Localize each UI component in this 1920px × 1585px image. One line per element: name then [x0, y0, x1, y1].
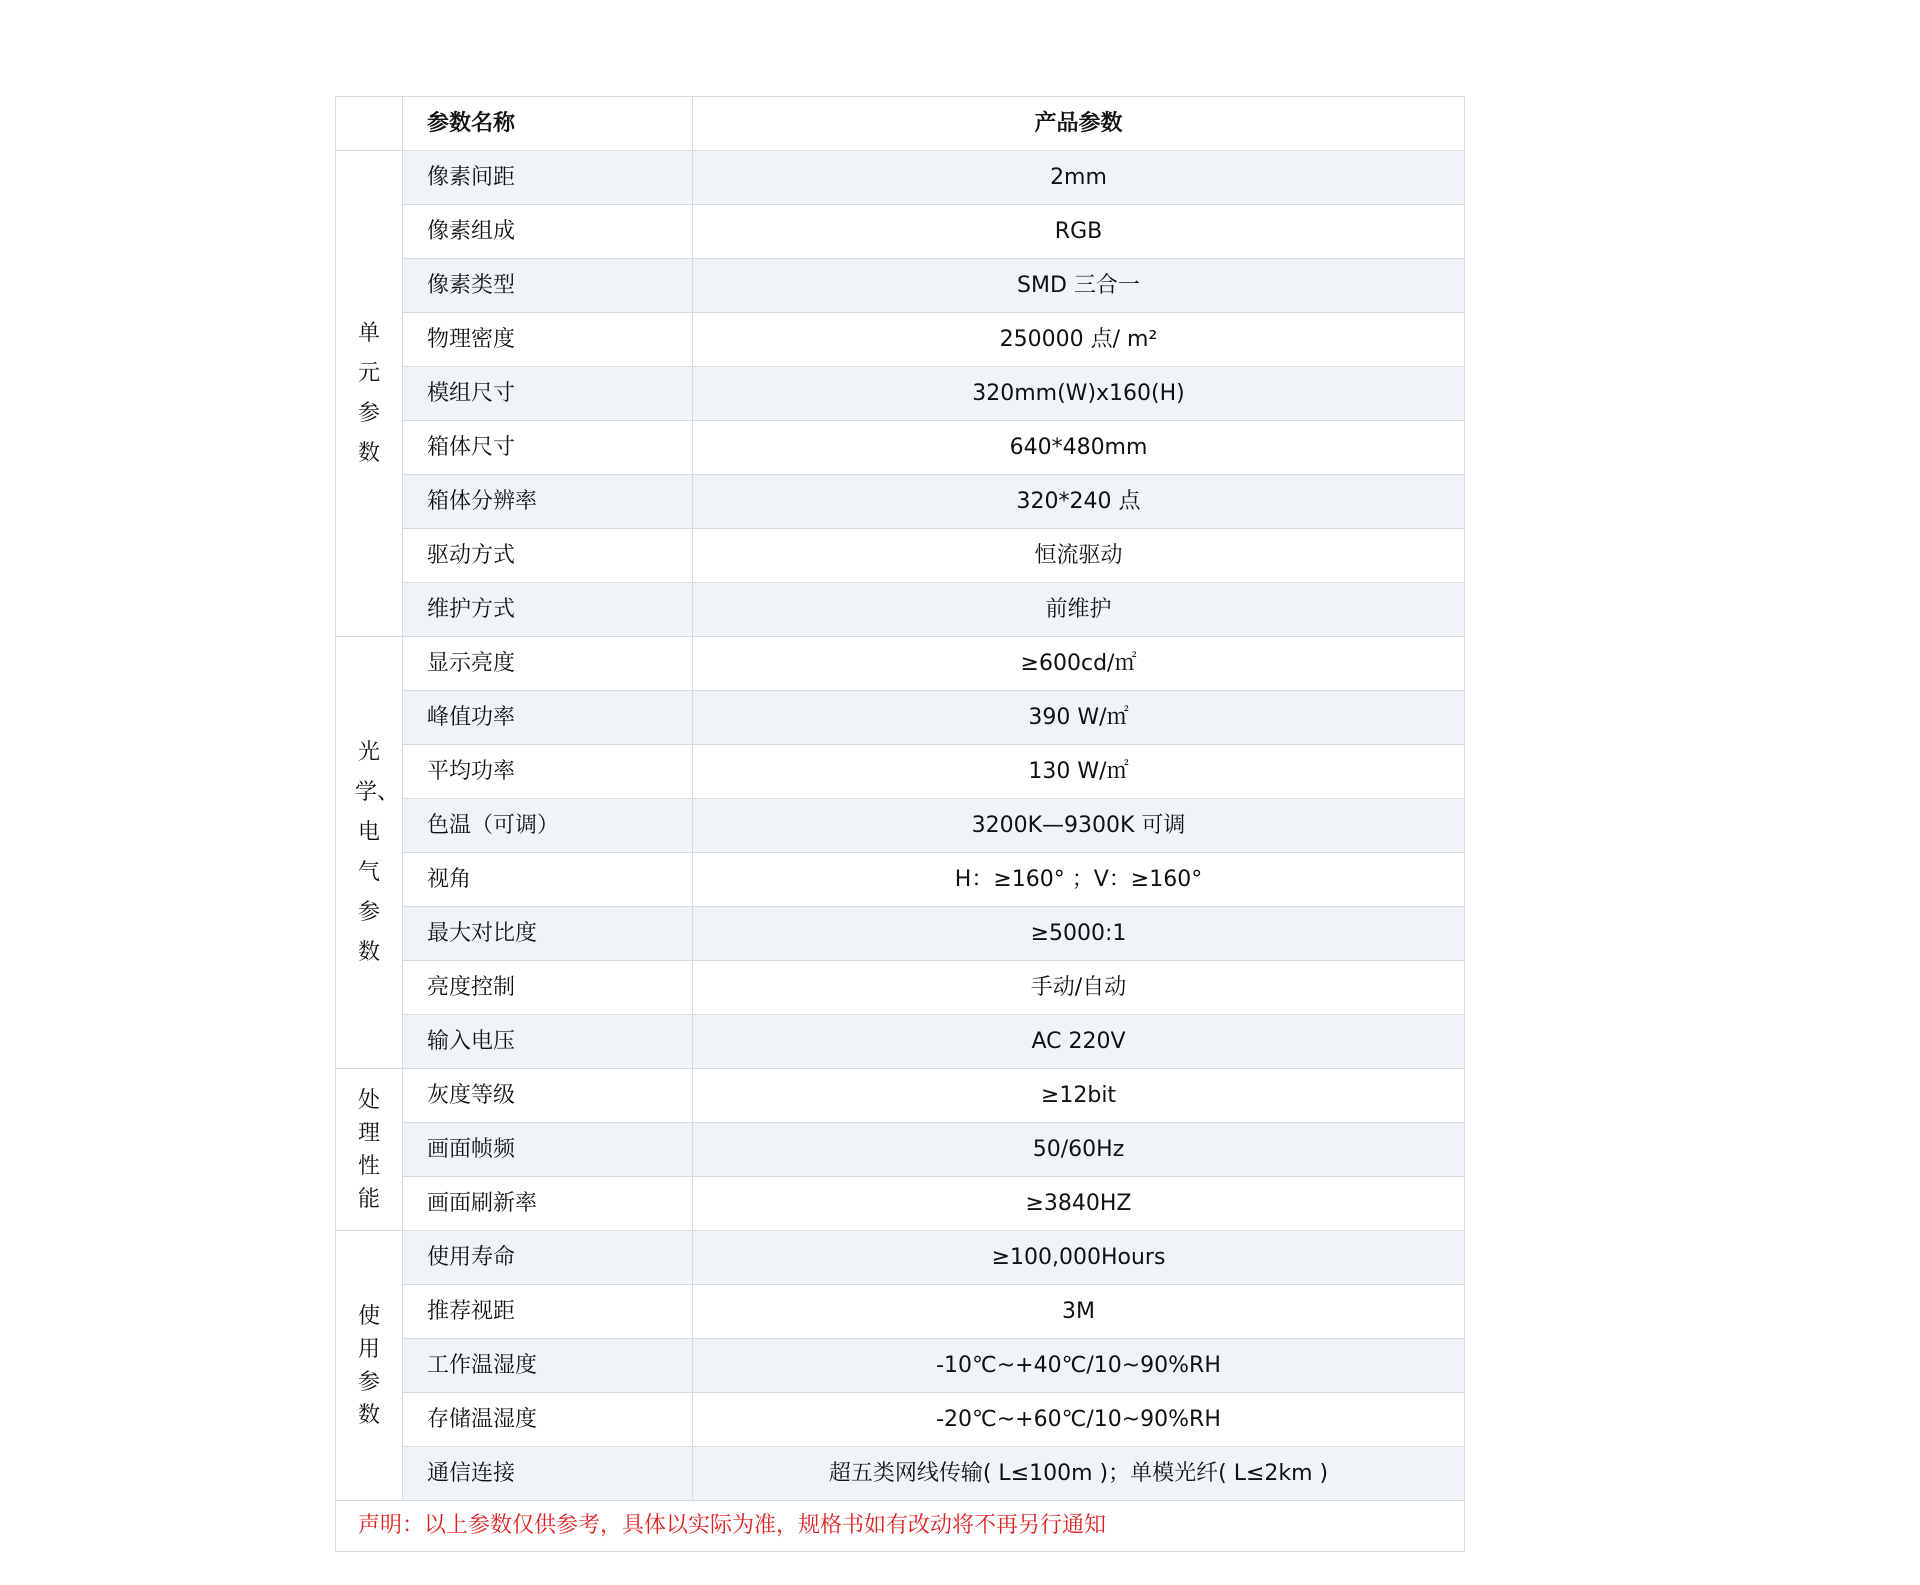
table-row [336, 151, 1465, 205]
param-name-cell: 显示亮度 [403, 637, 693, 691]
param-value-cell: ≥600cd/㎡ [693, 637, 1465, 691]
spec-table-body [336, 97, 1465, 1552]
param-name-cell: 箱体尺寸 [403, 421, 693, 475]
param-name-cell: 灰度等级 [403, 1069, 693, 1123]
section-category-label: 处理性能 [357, 1087, 380, 1212]
param-value-cell: 320mm(W)x160(H) [693, 367, 1465, 421]
param-value-cell: -20℃~+60℃/10~90%RH [693, 1393, 1465, 1447]
header-product-param: 产品参数 [693, 97, 1465, 151]
param-name-cell: 画面刷新率 [403, 1177, 693, 1231]
table-header-row [336, 97, 1465, 151]
table-row [336, 1339, 1465, 1393]
param-name-cell: 箱体分辨率 [403, 475, 693, 529]
param-name-cell: 推荐视距 [403, 1285, 693, 1339]
param-value-cell: AC 220V [693, 1015, 1465, 1069]
section-category-cell [336, 1231, 403, 1501]
table-row [336, 475, 1465, 529]
param-name-cell: 存储温湿度 [403, 1393, 693, 1447]
section-category-cell [336, 637, 403, 1069]
param-value-cell: SMD 三合一 [693, 259, 1465, 313]
spec-sheet [335, 96, 1465, 1552]
param-name-cell: 使用寿命 [403, 1231, 693, 1285]
param-value-cell: 250000 点/ m² [693, 313, 1465, 367]
table-row [336, 205, 1465, 259]
param-value-cell: 3M [693, 1285, 1465, 1339]
table-row [336, 583, 1465, 637]
section-category-label: 光学、电气参数 [355, 739, 400, 965]
param-name-cell: 亮度控制 [403, 961, 693, 1015]
section-category-label: 单元参数 [357, 320, 380, 466]
section-category-cell [336, 1069, 403, 1231]
table-row [336, 961, 1465, 1015]
header-param-name: 参数名称 [403, 97, 693, 151]
param-value-cell: 超五类网线传输( L≤100m )；单模光纤( L≤2km ) [693, 1447, 1465, 1501]
param-name-cell: 峰值功率 [403, 691, 693, 745]
param-name-cell: 输入电压 [403, 1015, 693, 1069]
param-value-cell: H：≥160° ；V：≥160° [693, 853, 1465, 907]
disclaimer-row [336, 1501, 1465, 1552]
param-value-cell: RGB [693, 205, 1465, 259]
param-value-cell: 手动/自动 [693, 961, 1465, 1015]
param-name-cell: 驱动方式 [403, 529, 693, 583]
table-row [336, 367, 1465, 421]
param-name-cell: 色温（可调） [403, 799, 693, 853]
table-row [336, 1123, 1465, 1177]
section-category-cell [336, 151, 403, 637]
table-row [336, 1231, 1465, 1285]
table-row [336, 421, 1465, 475]
param-value-cell: 2mm [693, 151, 1465, 205]
header-category-cell [336, 97, 403, 151]
param-value-cell: 390 W/㎡ [693, 691, 1465, 745]
table-row [336, 853, 1465, 907]
param-name-cell: 最大对比度 [403, 907, 693, 961]
param-value-cell: 320*240 点 [693, 475, 1465, 529]
table-row [336, 1177, 1465, 1231]
table-row [336, 313, 1465, 367]
section-category-label: 使用参数 [357, 1303, 380, 1428]
param-name-cell: 画面帧频 [403, 1123, 693, 1177]
param-name-cell: 像素组成 [403, 205, 693, 259]
param-name-cell: 工作温湿度 [403, 1339, 693, 1393]
table-row [336, 745, 1465, 799]
table-row [336, 1393, 1465, 1447]
param-value-cell: ≥100,000Hours [693, 1231, 1465, 1285]
table-row [336, 691, 1465, 745]
table-row [336, 637, 1465, 691]
param-value-cell: -10℃~+40℃/10~90%RH [693, 1339, 1465, 1393]
table-row [336, 1069, 1465, 1123]
param-name-cell: 像素间距 [403, 151, 693, 205]
param-value-cell: 130 W/㎡ [693, 745, 1465, 799]
param-name-cell: 物理密度 [403, 313, 693, 367]
param-name-cell: 通信连接 [403, 1447, 693, 1501]
param-value-cell: ≥5000:1 [693, 907, 1465, 961]
table-row [336, 907, 1465, 961]
param-name-cell: 平均功率 [403, 745, 693, 799]
table-row [336, 1015, 1465, 1069]
spec-table [335, 96, 1465, 1552]
param-name-cell: 像素类型 [403, 259, 693, 313]
table-row [336, 1447, 1465, 1501]
param-name-cell: 维护方式 [403, 583, 693, 637]
param-value-cell: 前维护 [693, 583, 1465, 637]
table-row [336, 1285, 1465, 1339]
table-row [336, 799, 1465, 853]
table-row [336, 529, 1465, 583]
param-value-cell: ≥12bit [693, 1069, 1465, 1123]
param-value-cell: 50/60Hz [693, 1123, 1465, 1177]
param-name-cell: 视角 [403, 853, 693, 907]
param-value-cell: ≥3840HZ [693, 1177, 1465, 1231]
table-row [336, 259, 1465, 313]
param-name-cell: 模组尺寸 [403, 367, 693, 421]
param-value-cell: 3200K—9300K 可调 [693, 799, 1465, 853]
param-value-cell: 640*480mm [693, 421, 1465, 475]
disclaimer-text: 声明：以上参数仅供参考，具体以实际为准，规格书如有改动将不再另行通知 [336, 1501, 1465, 1552]
param-value-cell: 恒流驱动 [693, 529, 1465, 583]
